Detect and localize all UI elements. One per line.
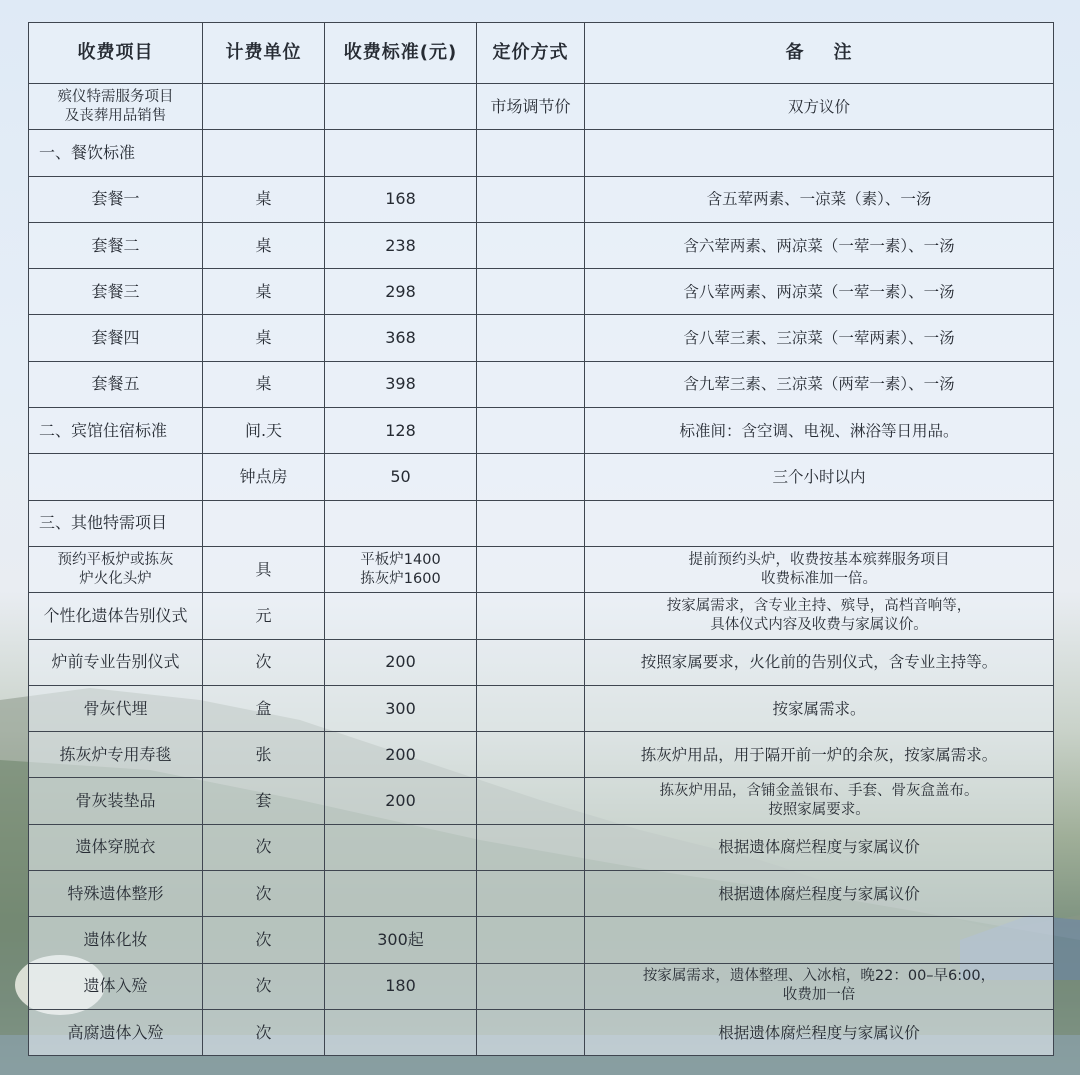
cell-note: 按家属需求，含专业主持、殡导，高档音响等， 具体仪式内容及收费与家属议价。 (585, 593, 1054, 639)
cell-note: 拣灰炉用品，含铺金盖银布、手套、骨灰盒盖布。 按照家属要求。 (585, 778, 1054, 824)
cell-item: 套餐四 (29, 315, 203, 361)
table-row (29, 824, 1054, 870)
cell-note: 根据遗体腐烂程度与家属议价 (585, 871, 1054, 917)
cell-item: 特殊遗体整形 (29, 871, 203, 917)
cell-method (477, 500, 585, 546)
cell-unit: 次 (203, 963, 325, 1009)
table-row (29, 361, 1054, 407)
cell-note: 按照家属要求，火化前的告别仪式，含专业主持等。 (585, 639, 1054, 685)
cell-price: 398 (325, 361, 477, 407)
cell-method (477, 732, 585, 778)
cell-method (477, 639, 585, 685)
cell-note: 根据遗体腐烂程度与家属议价 (585, 824, 1054, 870)
cell-unit (203, 84, 325, 130)
table-row (29, 639, 1054, 685)
cell-unit: 套 (203, 778, 325, 824)
cell-item: 拣灰炉专用寿毯 (29, 732, 203, 778)
cell-item: 遗体穿脱衣 (29, 824, 203, 870)
cell-price (325, 130, 477, 176)
cell-unit: 钟点房 (203, 454, 325, 500)
cell-item (29, 454, 203, 500)
table-row (29, 408, 1054, 454)
cell-item: 套餐二 (29, 222, 203, 268)
cell-price: 300 (325, 685, 477, 731)
cell-unit: 间.天 (203, 408, 325, 454)
fee-table (28, 22, 1054, 1056)
fee-table-body (29, 84, 1054, 1056)
cell-item: 炉前专业告别仪式 (29, 639, 203, 685)
cell-price: 200 (325, 732, 477, 778)
cell-method (477, 917, 585, 963)
cell-note: 按家属需求，遗体整理、入冰棺，晚22：00–早6:00， 收费加一倍 (585, 963, 1054, 1009)
cell-unit: 盒 (203, 685, 325, 731)
table-row (29, 176, 1054, 222)
cell-method (477, 593, 585, 639)
cell-method (477, 176, 585, 222)
cell-unit: 桌 (203, 269, 325, 315)
header-note: 备 注 (585, 23, 1054, 84)
cell-price: 180 (325, 963, 477, 1009)
cell-unit: 次 (203, 871, 325, 917)
cell-unit: 桌 (203, 361, 325, 407)
cell-method (477, 1009, 585, 1055)
cell-unit (203, 130, 325, 176)
table-row (29, 222, 1054, 268)
cell-method (477, 685, 585, 731)
cell-method (477, 546, 585, 592)
cell-note (585, 500, 1054, 546)
table-row (29, 315, 1054, 361)
cell-item: 个性化遗体告别仪式 (29, 593, 203, 639)
table-row (29, 1009, 1054, 1055)
cell-method: 市场调节价 (477, 84, 585, 130)
cell-note (585, 917, 1054, 963)
cell-price (325, 500, 477, 546)
cell-note (585, 130, 1054, 176)
cell-item: 套餐一 (29, 176, 203, 222)
cell-method (477, 222, 585, 268)
cell-method (477, 269, 585, 315)
table-row (29, 546, 1054, 592)
cell-unit: 次 (203, 824, 325, 870)
table-row (29, 84, 1054, 130)
cell-note: 含五荤两素、一凉菜（素）、一汤 (585, 176, 1054, 222)
cell-note: 标准间：含空调、电视、淋浴等日用品。 (585, 408, 1054, 454)
cell-unit: 次 (203, 917, 325, 963)
cell-price: 238 (325, 222, 477, 268)
cell-unit: 桌 (203, 222, 325, 268)
table-row (29, 778, 1054, 824)
cell-unit: 元 (203, 593, 325, 639)
cell-item: 骨灰装垫品 (29, 778, 203, 824)
table-row (29, 500, 1054, 546)
cell-price: 368 (325, 315, 477, 361)
cell-item: 高腐遗体入殓 (29, 1009, 203, 1055)
cell-note: 按家属需求。 (585, 685, 1054, 731)
cell-method (477, 130, 585, 176)
cell-item: 预约平板炉或拣灰 炉火化头炉 (29, 546, 203, 592)
cell-item: 套餐三 (29, 269, 203, 315)
header-method: 定价方式 (477, 23, 585, 84)
table-row (29, 732, 1054, 778)
header-item: 收费项目 (29, 23, 203, 84)
cell-note: 拣灰炉用品，用于隔开前一炉的余灰，按家属需求。 (585, 732, 1054, 778)
table-row (29, 963, 1054, 1009)
cell-price: 200 (325, 778, 477, 824)
cell-note: 根据遗体腐烂程度与家属议价 (585, 1009, 1054, 1055)
cell-note: 双方议价 (585, 84, 1054, 130)
table-row (29, 269, 1054, 315)
cell-note: 提前预约头炉，收费按基本殡葬服务项目 收费标准加一倍。 (585, 546, 1054, 592)
table-row (29, 871, 1054, 917)
cell-item: 遗体化妆 (29, 917, 203, 963)
cell-item: 遗体入殓 (29, 963, 203, 1009)
table-row (29, 685, 1054, 731)
cell-price: 平板炉1400 拣灰炉1600 (325, 546, 477, 592)
cell-method (477, 871, 585, 917)
cell-unit: 次 (203, 1009, 325, 1055)
cell-note: 含八荤两素、两凉菜（一荤一素）、一汤 (585, 269, 1054, 315)
header-row (29, 23, 1054, 84)
header-unit: 计费单位 (203, 23, 325, 84)
cell-price: 200 (325, 639, 477, 685)
cell-item: 三、其他特需项目 (29, 500, 203, 546)
cell-unit: 张 (203, 732, 325, 778)
cell-item: 一、餐饮标准 (29, 130, 203, 176)
cell-price: 298 (325, 269, 477, 315)
cell-method (477, 361, 585, 407)
cell-price: 50 (325, 454, 477, 500)
cell-price: 128 (325, 408, 477, 454)
cell-price: 168 (325, 176, 477, 222)
cell-note: 三个小时以内 (585, 454, 1054, 500)
cell-method (477, 454, 585, 500)
cell-price (325, 871, 477, 917)
cell-method (477, 963, 585, 1009)
table-row (29, 593, 1054, 639)
cell-note: 含九荤三素、三凉菜（两荤一素）、一汤 (585, 361, 1054, 407)
cell-method (477, 824, 585, 870)
header-price: 收费标准(元) (325, 23, 477, 84)
fee-table-container (28, 22, 1053, 1056)
cell-item: 骨灰代埋 (29, 685, 203, 731)
cell-item: 二、宾馆住宿标准 (29, 408, 203, 454)
cell-method (477, 315, 585, 361)
table-row (29, 130, 1054, 176)
cell-item: 套餐五 (29, 361, 203, 407)
table-row (29, 917, 1054, 963)
cell-unit (203, 500, 325, 546)
cell-price (325, 593, 477, 639)
cell-item: 殡仪特需服务项目 及丧葬用品销售 (29, 84, 203, 130)
cell-note: 含八荤三素、三凉菜（一荤两素）、一汤 (585, 315, 1054, 361)
cell-price: 300起 (325, 917, 477, 963)
cell-method (477, 408, 585, 454)
cell-method (477, 778, 585, 824)
cell-price (325, 1009, 477, 1055)
cell-price (325, 84, 477, 130)
cell-price (325, 824, 477, 870)
cell-note: 含六荤两素、两凉菜（一荤一素）、一汤 (585, 222, 1054, 268)
cell-unit: 具 (203, 546, 325, 592)
cell-unit: 桌 (203, 315, 325, 361)
cell-unit: 次 (203, 639, 325, 685)
table-row (29, 454, 1054, 500)
cell-unit: 桌 (203, 176, 325, 222)
